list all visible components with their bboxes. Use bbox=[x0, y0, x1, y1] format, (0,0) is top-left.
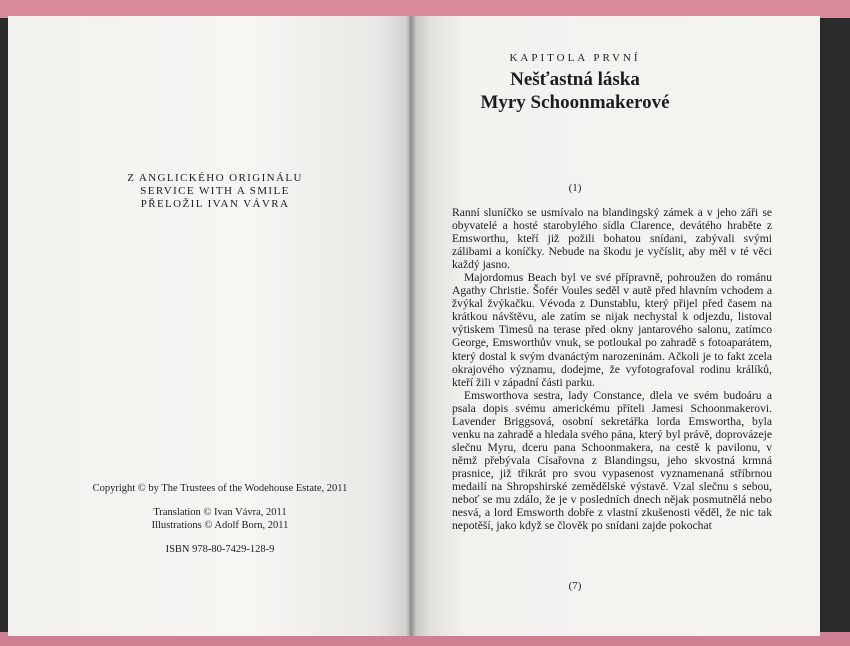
illustrations-credit: Illustrations © Adolf Born, 2011 bbox=[151, 520, 289, 531]
original-note-line: SERVICE WITH A SMILE bbox=[140, 185, 290, 197]
isbn: ISBN 978-80-7429-128-9 bbox=[165, 544, 275, 555]
translation-credit: Translation © Ivan Vávra, 2011 bbox=[153, 507, 287, 518]
chapter-label: KAPITOLA PRVNÍ bbox=[509, 52, 641, 64]
chapter-title bbox=[420, 68, 730, 114]
paragraph: Emsworthova sestra, lady Constance, dlela ve svém budoáru a psala dopis svému americkému příteli Jamesi Schoonmakerovi. Lavender Briggsová, osobní sekretářka lorda Emswortha, byla venku na zahradě a hledala svého pána, který byl právě, doprovázeje slečnu Myru, dceru pana Schoonmakera, na cestě k pavilonu, v němž přebývala Císařovna z Blandingsu, jeho skvostná krmná prasnice, již třikrát pro svou vypasenost vyznamenaná stříbrnou medailí na Shropshirské zemědělské výstavě. Vzal slečnu s sebou, neboť se mu zdálo, že je v posledních dnech nějak posmutnělá nebo nesvá, a lord Emsworth dobře z vlastní zkušenosti věděl, že nic tak nepotěší, jako když se člověk po snídani zajde pokochat bbox=[452, 388, 772, 533]
original-note-line: PŘELOŽIL IVAN VÁVRA bbox=[140, 198, 290, 210]
original-note-line: Z ANGLICKÉHO ORIGINÁLU bbox=[127, 172, 303, 184]
original-title-note bbox=[100, 172, 330, 211]
page-number: (7) bbox=[568, 580, 582, 592]
copyright-block bbox=[70, 482, 370, 556]
chapter-body bbox=[452, 206, 772, 532]
book-gutter bbox=[406, 16, 416, 636]
paragraph: Ranní sluníčko se usmívalo na blandingský zámek a v jeho záři se obyvatelé a hosté starobylého sídla Clarence, devátého hraběte z Emsworthu, kteří již požili bohatou snídani, zabývali svými zálibami a koníčky. Nebude na škodu je vyčíslit, aby měl v té věci každý jasno. bbox=[452, 206, 772, 272]
paragraph: Majordomus Beach byl ve své přípravně, pohroužen do románu Agathy Christie. Šofér Voules seděl v autě před hlavním vchodem a žvýkal žvýkačku. Vévoda z Dunstablu, který přijel před časem na krátkou návštěvu, ale zatím se nijak nechystal k odjezdu, listoval výtiskem Timesů na terase před okny jantarového salonu, zatímco George, Emsworthův vnuk, se potloukal po zahradě s fotoaparátem, který dostal k svým dvanáctým narozeninám. Ačkoli je to fakt zcela okrajového významu, dodejme, že vyfotografoval rodinu králíků, kteří žili v západní části parku. bbox=[452, 271, 772, 389]
section-number: (1) bbox=[568, 182, 582, 194]
chapter-title-line: Myry Schoonmakerové bbox=[480, 92, 670, 113]
chapter-title-line: Nešťastná láska bbox=[510, 69, 640, 90]
copyright-line: Copyright © by The Trustees of the Wodehouse Estate, 2011 bbox=[92, 483, 348, 494]
